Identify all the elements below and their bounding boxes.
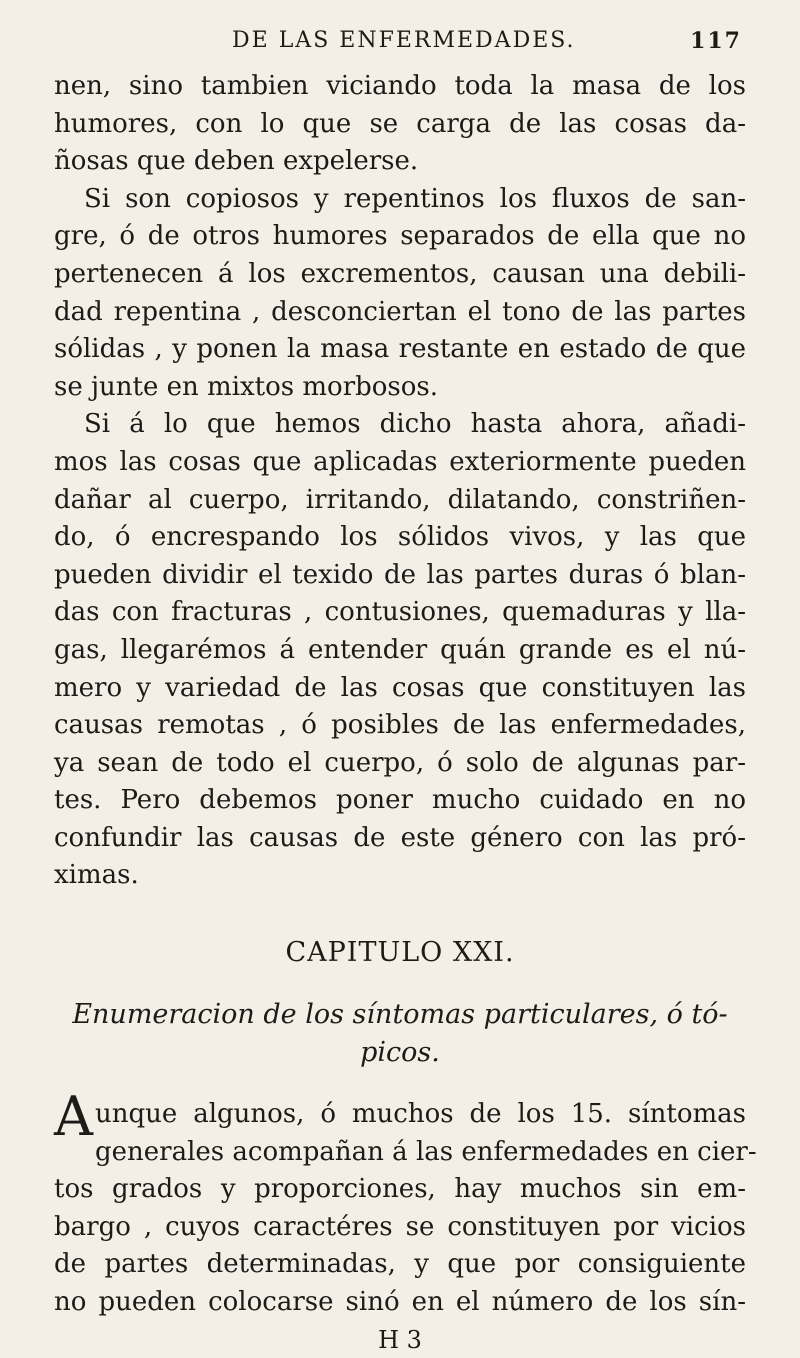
text-line: dañar al cuerpo, irritando, dilatando, constriñen-: [54, 484, 746, 515]
spacer: [54, 1072, 746, 1096]
chapter-subtitle: [54, 996, 746, 1072]
text-line: generales acompañan á las enfermedades en cier-: [95, 1136, 757, 1167]
first-line-text: unque algunos, ó muchos de los 15. síntomas: [95, 1099, 746, 1130]
text-line: tes. Pero debemos poner mucho cuidado en no: [54, 785, 746, 816]
text-line: de partes determinadas, y que por consiguiente: [54, 1249, 746, 1280]
page-number: 117: [690, 28, 742, 54]
running-head: [54, 28, 746, 68]
text-line: gre, ó de otros humores separados de ella que no: [54, 221, 746, 252]
text-line: se junte en mixtos morbosos.: [54, 371, 439, 402]
body-text-before-chapter: [54, 68, 746, 895]
text-line: no pueden colocarse sinó en el número de los sín-: [54, 1287, 746, 1318]
text-line: das con fracturas , contusiones, quemaduras y lla-: [54, 597, 746, 628]
running-head-title: DE LAS ENFERMEDADES.: [232, 28, 576, 53]
text-line: gas, llegarémos á entender quán grande es el nú-: [54, 634, 746, 665]
text-line-with-initial: [54, 1085, 746, 1149]
text-line: do, ó encrespando los sólidos vivos, y las que: [54, 522, 746, 553]
text-line: tos grados y proporciones, hay muchos sin em-: [54, 1174, 746, 1205]
drop-initial: A: [54, 1085, 93, 1149]
text-line: ya sean de todo el cuerpo, ó solo de algunas par-: [54, 747, 746, 778]
signature-mark: H 3: [378, 1325, 422, 1354]
text-line: humores, con lo que se carga de las cosas da-: [54, 108, 746, 139]
text-line: pueden dividir el texido de las partes duras ó blan-: [54, 559, 746, 590]
book-page: [54, 28, 757, 1358]
text-line: pertenecen á los excrementos, causan una debili-: [54, 258, 746, 289]
chapter-subtitle-line: Enumeracion de los síntomas particulares, ó tó-: [72, 999, 728, 1031]
text-line: ximas.: [54, 860, 139, 891]
text-line: dad repentina , desconciertan el tono de las partes: [54, 296, 746, 327]
text-line: sólidas , y ponen la masa restante en estado de que: [54, 334, 746, 365]
text-line: causas remotas , ó posibles de las enfermedades,: [54, 710, 746, 741]
text-line: Si son copiosos y repentinos los fluxos de san-: [84, 183, 746, 214]
chapter-subtitle-line: picos.: [360, 1037, 440, 1069]
text-line: ñosas que deben expelerse.: [54, 146, 419, 177]
text-line: nen, sino tambien viciando toda la masa de los: [54, 71, 746, 101]
body-text-after-chapter: [54, 1085, 757, 1322]
text-line: mos las cosas que aplicadas exteriormente pueden: [54, 446, 746, 477]
text-line: Si á lo que hemos dicho hasta ahora, añadi-: [84, 409, 746, 440]
chapter-heading: CAPITULO XXI.: [285, 937, 515, 969]
text-line: bargo , cuyos caractéres se constituyen por vicios: [54, 1211, 746, 1242]
text-line: confundir las causas de este género con las pró-: [54, 822, 746, 853]
text-line: mero y variedad de las cosas que constituyen las: [54, 672, 746, 703]
